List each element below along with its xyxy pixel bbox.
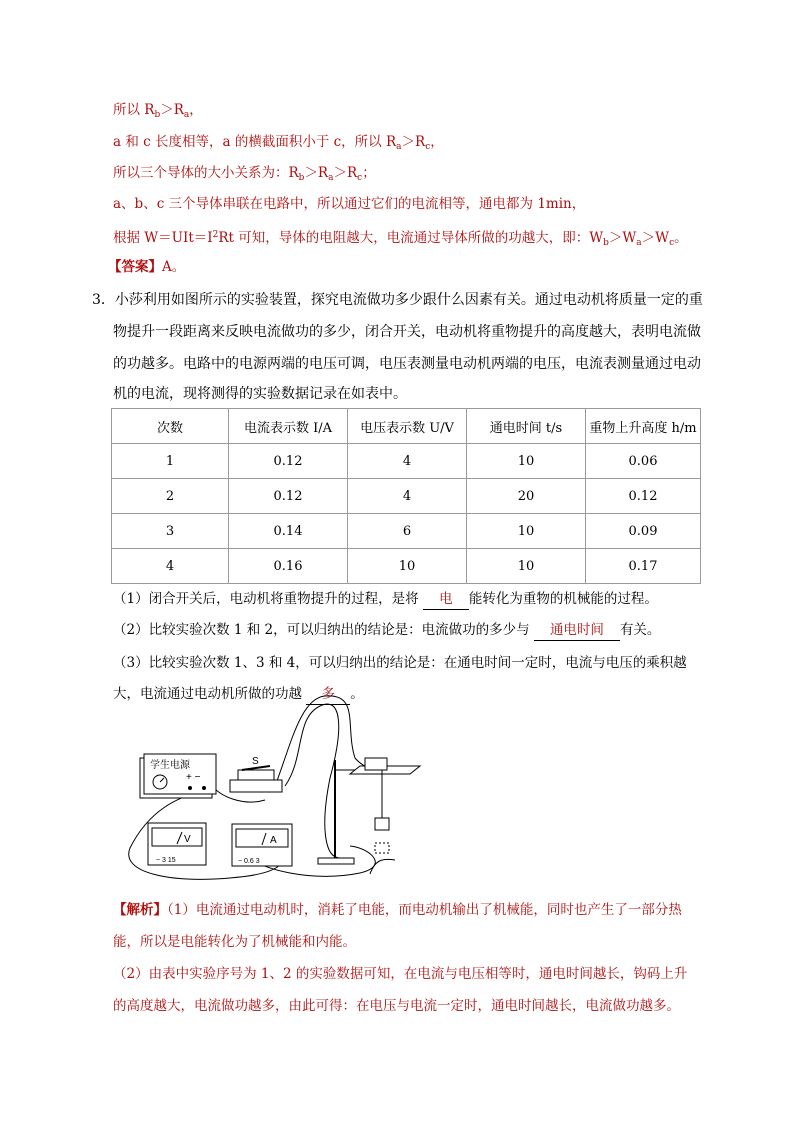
subscript: a xyxy=(183,110,190,120)
analysis-line-2: 能，所以是电能转化为了机械能和内能。 xyxy=(113,934,356,950)
analysis-line-4: 的高度越大，电流做功越多，由此可得：在电压与电流一定时，通电时间越长，电流做功越多。 xyxy=(113,998,680,1014)
table-row xyxy=(112,549,701,584)
text: 。 xyxy=(674,230,688,246)
text: Rt 可知，导体的电阻越大，电流通过导体所做的功越大，即：W xyxy=(218,230,604,246)
question-3-line-2: 物提升一段距离来反映电流做功的多少，闭合开关，电动机将重物提升的高度越大，表明电流做 xyxy=(113,324,701,340)
subscript: c xyxy=(669,238,675,248)
sub-question-3-line-1: （3）比较实验次数 1、3 和 4，可以归纳出的结论是：在通电时间一定时，电流与电压的乘积越 xyxy=(113,655,687,671)
table-cell: 10 xyxy=(467,514,586,549)
table-cell: 6 xyxy=(348,514,467,549)
text: （1）电流通过电动机时，消耗了电能，而电动机输出了机械能，同时也产生了一部分热 xyxy=(167,902,682,918)
switch-label: S xyxy=(252,756,259,767)
weight xyxy=(375,818,389,830)
table-cell: 0.12 xyxy=(586,479,701,514)
experiment-figure xyxy=(120,688,610,888)
table-cell: 4 xyxy=(112,549,229,584)
ammeter-terminals: − 0.6 3 xyxy=(238,858,260,865)
sub-question-2 xyxy=(113,620,660,641)
answer-blank: 多 xyxy=(306,684,350,705)
subscript: b xyxy=(154,110,161,120)
table-header: 电流表示数 I/A xyxy=(229,409,348,444)
switch xyxy=(230,756,282,792)
table-header: 次数 xyxy=(112,409,229,444)
table-cell: 1 xyxy=(112,444,229,479)
stand-with-motor xyxy=(318,758,420,864)
question-3-line-3: 的功越多。电路中的电源两端的电压可调，电压表测量电动机两端的电压，电流表测量通过电动 xyxy=(113,356,701,372)
table-cell: 10 xyxy=(467,444,586,479)
table-cell: 0.16 xyxy=(229,549,348,584)
table-cell: 0.06 xyxy=(586,444,701,479)
text: ， xyxy=(189,102,203,118)
analysis-line-3: （2）由表中实验序号为 1、2 的实验数据可知，在电流与电压相等时，通电时间越长，钩码上升 xyxy=(113,966,688,982)
prev-line-2 xyxy=(113,132,444,157)
text: ＞R xyxy=(304,165,329,181)
text: ； xyxy=(362,165,376,181)
text: （1）闭合开关后，电动机将重物提升的过程，是将 xyxy=(113,591,423,607)
voltmeter-label: V xyxy=(184,834,191,845)
table-row xyxy=(112,479,701,514)
table-cell: 0.12 xyxy=(229,444,348,479)
voltmeter xyxy=(148,823,206,865)
table-row xyxy=(112,514,701,549)
table-cell: 0.14 xyxy=(229,514,348,549)
wire xyxy=(370,859,395,874)
text: 有关。 xyxy=(619,622,661,638)
text: ， xyxy=(430,134,444,150)
answer-blank: 电 xyxy=(423,589,469,610)
text: 。 xyxy=(350,686,364,702)
table-header: 电压表示数 U/V xyxy=(348,409,467,444)
wire xyxy=(285,704,340,858)
answer-line xyxy=(108,257,185,277)
subscript: a xyxy=(396,142,402,152)
text: ＞R xyxy=(333,165,358,181)
subscript: c xyxy=(425,142,431,152)
subscript: a xyxy=(636,238,642,248)
text: 根据 W＝UIt＝I xyxy=(113,230,213,246)
table-cell: 10 xyxy=(348,549,467,584)
stem-text: 小莎利用如图所示的实验装置，探究电流做功多少跟什么因素有关。通过电动机将质量一定的重 xyxy=(114,292,703,308)
subscript: b xyxy=(298,173,305,183)
text: ＞W xyxy=(641,230,670,246)
prev-line-1 xyxy=(113,100,203,125)
table-cell: 10 xyxy=(467,549,586,584)
prev-line-3 xyxy=(113,163,376,188)
table-header: 通电时间 t/s xyxy=(467,409,586,444)
text: ＞R xyxy=(160,102,184,118)
analysis-tag: 【解析】 xyxy=(113,902,167,918)
answer-value: A。 xyxy=(162,259,186,275)
table-cell: 4 xyxy=(348,479,467,514)
text: ＞W xyxy=(608,230,637,246)
table-cell: 20 xyxy=(467,479,586,514)
power-supply-terminals: + − xyxy=(186,772,201,783)
text: ＞R xyxy=(401,134,426,150)
table-header-row xyxy=(112,409,701,444)
table-cell: 4 xyxy=(348,444,467,479)
question-3-line-4: 机的电流，现将测得的实验数据记录在如表中。 xyxy=(113,386,407,402)
table-cell: 0.09 xyxy=(586,514,701,549)
answer-blank: 通电时间 xyxy=(534,620,620,641)
answer-tag: 【答案】 xyxy=(108,259,162,275)
ammeter-label: A xyxy=(270,835,277,846)
question-number: 3． xyxy=(92,292,115,308)
text: （2）比较实验次数 1 和 2，可以归纳出的结论是：电流做功的多少与 xyxy=(113,622,534,638)
table-cell: 0.17 xyxy=(586,549,701,584)
table-cell: 2 xyxy=(112,479,229,514)
voltmeter-terminals: − 3 15 xyxy=(156,857,176,864)
prev-line-5 xyxy=(113,225,688,253)
text: 大，电流通过电动机所做的功越 xyxy=(113,686,307,702)
sub-question-1 xyxy=(113,589,658,610)
power-supply-label: 学生电源 xyxy=(150,760,190,771)
text: 所以三个导体的大小关系为：R xyxy=(113,165,299,181)
data-table xyxy=(111,408,701,584)
subscript: a xyxy=(328,173,334,183)
table-header: 重物上升高度 h/m xyxy=(586,409,701,444)
prev-line-4: a、b、c 三个导体串联在电路中，所以通过它们的电流相等，通电都为 1min， xyxy=(113,196,586,212)
question-3-line-1 xyxy=(92,290,703,310)
text: a 和 c 长度相等，a 的横截面积小于 c，所以 R xyxy=(113,134,397,150)
superscript: 2 xyxy=(212,230,219,240)
subscript: c xyxy=(357,173,363,183)
text: 能转化为重物的机械能的过程。 xyxy=(468,591,658,607)
table-row xyxy=(112,444,701,479)
table-cell: 0.12 xyxy=(229,479,348,514)
weight-lowered xyxy=(375,843,389,853)
subscript: b xyxy=(603,238,609,248)
analysis-line-1 xyxy=(113,900,682,920)
text: 所以 R xyxy=(113,102,155,118)
ammeter xyxy=(232,824,292,866)
table-cell: 3 xyxy=(112,514,229,549)
power-supply xyxy=(140,754,216,798)
